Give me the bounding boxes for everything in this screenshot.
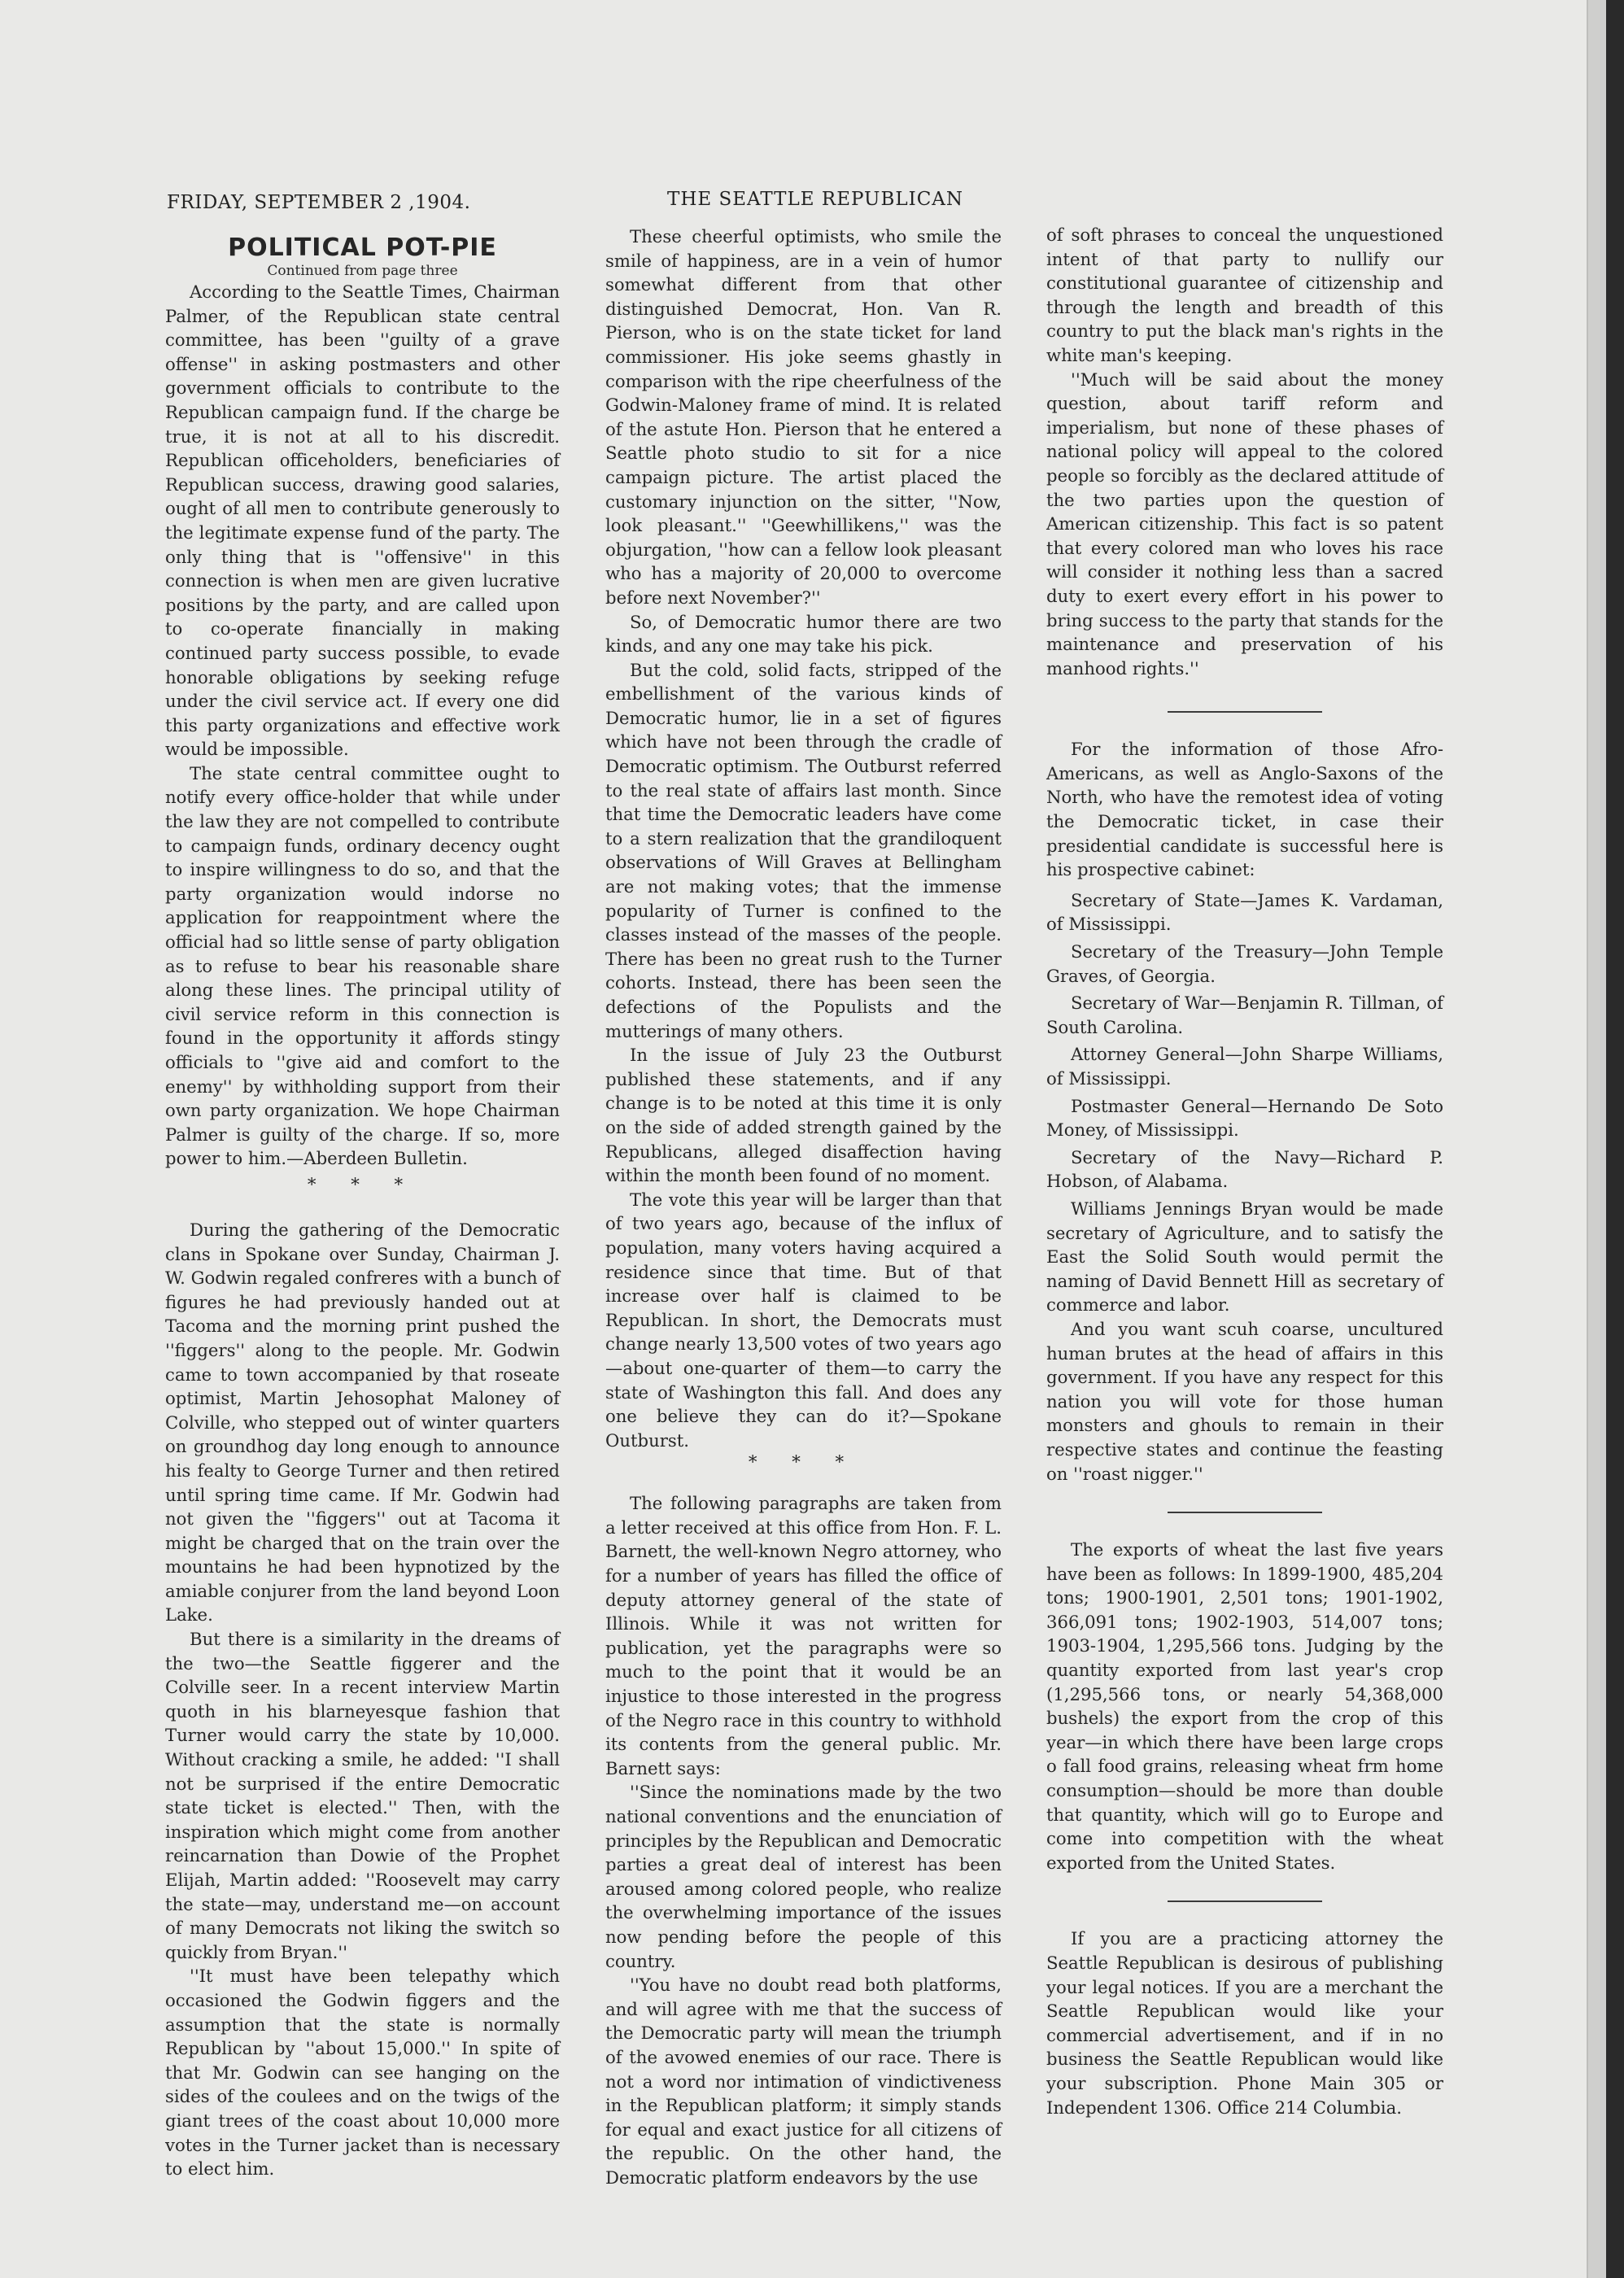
paragraph: In the issue of July 23 the Outburst published these statements, and if any change is to be noted at this time it is only on the side of added strength gained by the Republicans, alleged disaffection having within the month been found of no moment.: [605, 1045, 1002, 1186]
column-2: [605, 225, 1002, 2190]
paragraph: The vote this year will be larger than that of two years ago, because of the influx of population, many voters having acquired a residence since that time. But of that increase over half is claimed to be Republican. In short, the Democrats must change nearly 13,500 votes of two years ago—about one-quarter of them—to carry the state of Washington this fall. And does any one believe they can do it?—Spokane Outburst.: [605, 1189, 1002, 1451]
paragraph: The following paragraphs are taken from a letter received at this office from Hon. F. L. Barnett, the well-known Negro attorney, who for a number of years has filled the office of deputy attorney general of the state of Illinois. While it was not written for publication, yet the paragraphs were so much to the point that it would be an injustice to those interested in the progress of the Negro race in this country to withhold its contents from the general public. Mr. Barnett says:: [605, 1493, 1002, 1778]
paragraph: If you are a practicing attorney the Seattle Republican is desirous of publishing your legal notices. If you are a merchant the Seattle Republican would like your commercial advertisement, and if in no business the Seattle Republican would like your subscription. Phone Main 305 or Independent 1306. Office 214 Columbia.: [1046, 1928, 1443, 2118]
divider: [1168, 1512, 1322, 1513]
column-1: [165, 234, 560, 2181]
paragraph: And you want scuh coarse, uncultured human brutes at the head of affairs in this government. If you have any respect for this nation you will vote for those human monsters and ghouls to remain in their respective states and continue the feasting on ''roast nigger.'': [1046, 1318, 1443, 1484]
paragraph: During the gathering of the Democratic clans in Spokane over Sunday, Chairman J. W. Godwin regaled confreres with a bunch of figures he had previously handed out at Tacoma and the morning print pushed the ''figgers'' along to the people. Mr. Godwin came to town accompanied by that roseate optimist, Martin Jehosophat Maloney of Colville, who stepped out of winter quarters on groundhog day long enough to announce his fealty to George Turner and then retired until spring time came. If Mr. Godwin had not given the ''figgers'' out at Tacoma it might be charged that on the train over the mountains he had been hypnotized by the amiable conjurer from the land beyond Loon Lake.: [165, 1219, 560, 1626]
paragraph: These cheerful optimists, who smile the smile of happiness, are in a vein of humor somewhat different from that other distinguished Democrat, Hon. Van R. Pierson, who is on the state ticket for land commissioner. His joke seems ghastly in comparison with the ripe cheerfulness of the Godwin-Maloney frame of mind. It is related of the astute Hon. Pierson that he entered a Seattle photo studio to sit for a nice campaign picture. The artist placed the customary injunction on the sitter, ''Now, look pleasant.'' ''Geewhillikens,'' was the objurgation, ''how can a fellow look pleasant who has a majority of 20,000 to overcome before next November?'': [605, 226, 1002, 608]
cabinet-entry: Secretary of War—Benjamin R. Tillman, of South Carolina.: [1046, 993, 1443, 1037]
divider: [1168, 711, 1322, 713]
paragraph: of soft phrases to conceal the unquestioned intent of that party to nullify our constitutional guarantee of citizenship and through the length and breadth of this country to put the black man's rights in the white man's keeping.: [1046, 225, 1443, 365]
paragraph: Williams Jennings Bryan would be made secretary of Agriculture, and to satisfy the East the Solid South would permit the naming of David Bennett Hill as secretary of commerce and labor.: [1046, 1198, 1443, 1316]
cabinet-entry: Secretary of the Treasury—John Temple Graves, of Georgia.: [1046, 941, 1443, 986]
cabinet-entry: Secretary of the Navy—Richard P. Hobson, of Alabama.: [1046, 1146, 1443, 1192]
cabinet-list: [1046, 882, 1443, 1194]
paragraph: According to the Seattle Times, Chairman Palmer, of the Republican state central committee, has been ''guilty of a grave offense'' in asking postmasters and other government officials to contribute to the Republican campaign fund. If the charge be true, it is not at all to his discredit. Republican officeholders, beneficiaries of Republican success, drawing good salaries, ought of all men to contribute generously to the legitimate expense fund of the party. The only thing that is ''offensive'' in this connection is when men are given lucrative positions by the party, and are called upon to co-operate financially in making continued party success possible, to evade honorable obligations by seeking refuge under the civil service act. If every one did this party organizations and effective work would be impossible.: [165, 281, 560, 760]
page-edge: [1587, 0, 1606, 2278]
paragraph: ''You have no doubt read both platforms, and will agree with me that the success of the Democratic party will mean the triumph of the avowed enemies of our race. There is not a word nor intimation of vindictiveness in the Republican platform; it simply stands for equal and exact justice for all citizens of the republic. On the other hand, the Democratic platform endeavors by the use: [605, 1975, 1002, 2188]
issue-date: FRIDAY, SEPTEMBER 2 ,1904.: [167, 192, 471, 213]
masthead: THE SEATTLE REPUBLICAN: [667, 189, 964, 210]
cabinet-entry: Attorney General—John Sharpe Williams, of Mississippi.: [1046, 1044, 1443, 1089]
paragraph: The state central committee ought to notify every office-holder that while under the law they are not compelled to contribute to campaign funds, ordinary decency ought to inspire willingness to do so, and that the party organization would indorse no application for reappointment where the official had so little sense of party obligation as to refuse to bear his reasonable share along these lines. The principal utility of civil service reform in this connection is found in the opportunity it affords stingy officials to ''give aid and comfort to the enemy'' by withholding support from their own party organization. We hope Chairman Palmer is guilty of the charge. If so, more power to him.—Aberdeen Bulletin.: [165, 762, 560, 1169]
article-subtitle: Continued from page three: [267, 263, 458, 279]
paragraph: The exports of wheat the last five years have been as follows: In 1899-1900, 485,204 tons; 1900-1901, 2,501 tons; 1901-1902, 366,091 tons; 1902-1903, 514,007 tons; 1903-1904, 1,295,566 tons. Judging by the quantity exported from last year's crop (1,295,566 tons, or nearly 54,368,000 bushels) the export from the crop of this year—in which there have been large crops o fall food grains, releasing wheat frm home consumption—should be more than double that quantity, which will go to Europe and come into competition with the wheat exported from the United States.: [1046, 1539, 1443, 1873]
paragraph: But the cold, solid facts, stripped of the embellishment of the various kinds of Democratic humor, lie in a set of figures which have not been through the cradle of Democratic optimism. The Outburst referred to the real state of affairs last month. Since that time the Democratic leaders have come to a stern realization that the grandiloquent observations of Will Graves at Bellingham are not making votes; that the immense popularity of Turner is confined to the classes instead of the masses of the people. There has been no great rush to the Turner cohorts. Instead, there has been seen the defections of the Populists and the mutterings of many others.: [605, 659, 1002, 1041]
divider: [1168, 1901, 1322, 1902]
section-separator: * * *: [307, 1173, 418, 1194]
paragraph: So, of Democratic humor there are two kinds, and any one may take his pick.: [605, 611, 1002, 657]
paragraph: But there is a similarity in the dreams of the two—the Seattle figgerer and the Colville seer. In a recent interview Martin quoth in his blarneyesque fashion that Turner would carry the state by 10,000. Without cracking a smile, he added: ''I shall not be surprised if the entire Democratic state ticket is elected.'' Then, with the inspiration which might come from another reincarnation than Dowie of the Prophet Elijah, Martin added: ''Roosevelt may carry the state—may, understand me—on account of many Democrats not liking the switch so quickly from Bryan.'': [165, 1629, 560, 1962]
column-3: [1046, 223, 1443, 2119]
cabinet-entry: Secretary of State—James K. Vardaman, of Mississippi.: [1046, 889, 1443, 935]
paragraph: ''Much will be said about the money question, about tariff reform and imperialism, but none of these phases of national policy will appeal to the colored people so forcibly as the declared attitude of the two parties upon the question of American citizenship. This fact is so patent that every colored man who loves his race will consider it nothing less than a sacred duty to exert every effort in his power to bring success to the party that stands for the maintenance and preservation of his manhood rights.'': [1046, 369, 1443, 679]
cabinet-entry: Postmaster General—Hernando De Soto Money, of Mississippi.: [1046, 1095, 1443, 1141]
paragraph: For the information of those Afro-Americans, as well as Anglo-Saxons of the North, who have the remotest idea of voting the Democratic ticket, in case their presidential candidate is successful here is his prospective cabinet:: [1046, 739, 1443, 880]
paragraph: ''Since the nominations made by the two national conventions and the enunciation of principles by the Republican and Democratic parties a great deal of interest has been aroused among colored people, who realize the overwhelming importance of the issues now pending before the people of this country.: [605, 1782, 1002, 1971]
section-separator: * * *: [748, 1451, 859, 1473]
paragraph: ''It must have been telepathy which occasioned the Godwin figgers and the assumption that the state is normally Republican by ''about 15,000.'' In spite of that Mr. Godwin can see hanging on the sides of the coulees and on the twigs of the giant trees of the coast about 10,000 more votes in the Turner jacket than is necessary to elect him.: [165, 1966, 560, 2180]
article-title: POLITICAL POT-PIE: [228, 233, 497, 262]
